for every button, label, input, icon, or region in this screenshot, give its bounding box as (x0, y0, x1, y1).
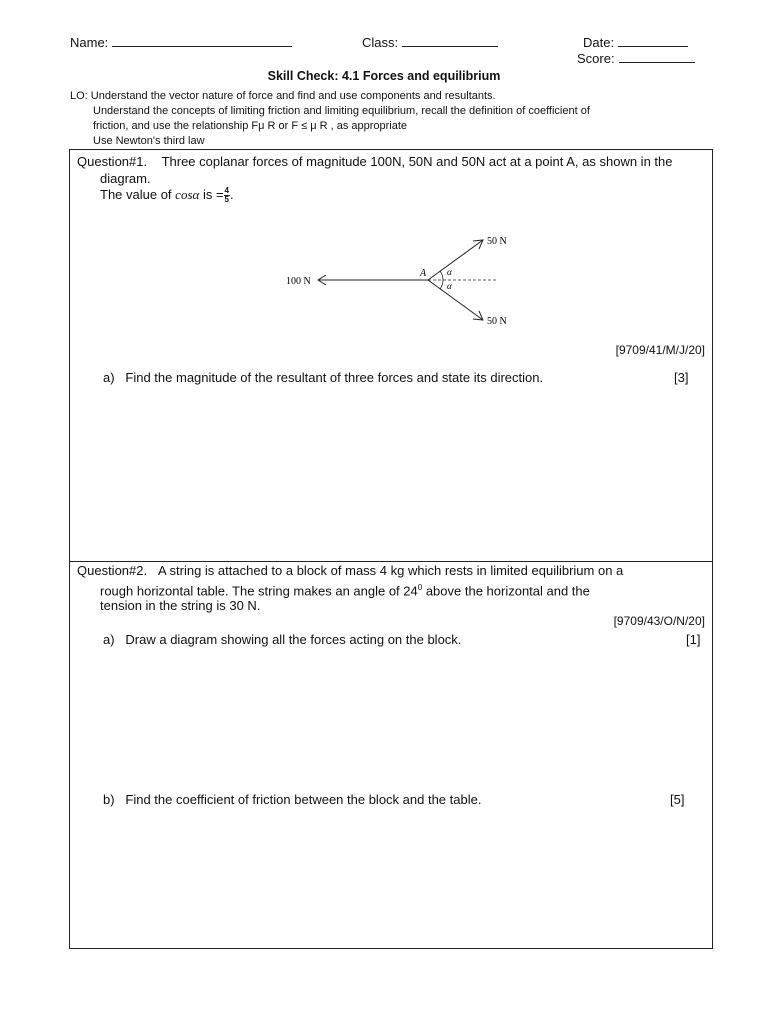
degree-superscript: 0 (417, 583, 423, 592)
part-a-label: a) (103, 370, 115, 385)
question-2-line-3: tension in the string is 30 N. (100, 598, 261, 613)
question-1-line-2: diagram. (100, 171, 151, 186)
lo-line-1: Understand the vector nature of force and find and use components and resultants. (90, 90, 496, 102)
force-50n-upper-line (428, 240, 483, 280)
name-field[interactable] (70, 35, 292, 50)
question-2-text (77, 562, 623, 580)
question-1-label: Question#1. (77, 154, 148, 169)
label-alpha-upper: α (447, 267, 452, 277)
class-field[interactable] (362, 35, 498, 50)
q2-part-b-text: Find the coefficient of friction between the block and the table. (125, 792, 482, 807)
lo-block (70, 89, 590, 149)
question-1-text (77, 153, 673, 171)
cos-denominator: 5 (224, 195, 229, 205)
score-blank[interactable] (619, 51, 695, 63)
label-100n: 100 N (286, 276, 311, 287)
worksheet-title: Skill Check: 4.1 Forces and equilibrium (267, 69, 501, 83)
date-field[interactable] (583, 35, 688, 50)
label-alpha-lower: α (447, 281, 452, 291)
question-2-reference: [9709/43/O/N/20] (613, 614, 705, 628)
angle-arc-upper (440, 271, 443, 280)
angle-arc-lower (440, 280, 443, 289)
class-blank[interactable] (402, 35, 498, 47)
lo-line-4: Use Newton's third law (93, 135, 205, 147)
name-blank[interactable] (112, 35, 292, 47)
date-blank[interactable] (618, 35, 688, 47)
lo-line-2: Understand the concepts of limiting friction and limiting equilibrium, recall the definition of coefficient of (93, 105, 590, 117)
lo-prefix: LO: (70, 90, 88, 102)
question-2-line-2-pre: rough horizontal table. The string makes an angle of 24 (100, 583, 418, 599)
label-point-a: A (420, 268, 427, 279)
q2-part-a-text: Draw a diagram showing all the forces acting on the block. (125, 632, 462, 647)
score-field[interactable] (577, 51, 695, 66)
label-50n-upper: 50 N (487, 236, 507, 247)
q2-part-b-label: b) (103, 792, 115, 807)
question-2-part-a (103, 631, 461, 649)
lo-line-3: friction, and use the relationship Fμ R or F ≤ μ R , as appropriate (93, 120, 408, 132)
question-2-part-a-marks: [1] (686, 632, 701, 647)
question-1-line-1: Three coplanar forces of magnitude 100N, 50N and 50N act at a point A, as shown in the (161, 154, 673, 169)
question-2-part-b (103, 791, 481, 809)
name-label: Name: (70, 35, 109, 50)
part-a-text: Find the magnitude of the resultant of three forces and state its direction. (125, 370, 544, 385)
cos-mid: is = (202, 187, 224, 202)
cos-symbol: cosα (175, 187, 200, 202)
class-label: Class: (362, 35, 399, 50)
question-2-line-2-post: above the horizontal and the (422, 583, 590, 599)
question-2-part-b-marks: [5] (670, 792, 685, 807)
label-50n-lower: 50 N (487, 316, 507, 327)
question-1-part-a-marks: [3] (674, 370, 689, 385)
score-label: Score: (577, 51, 615, 66)
force-50n-lower-line (428, 280, 483, 320)
cos-prefix: The value of (100, 187, 172, 202)
question-1-reference: [9709/41/M/J/20] (615, 343, 705, 357)
force-diagram (270, 225, 530, 335)
cos-numerator: 4 (224, 186, 229, 196)
question-2-label: Question#2. (77, 563, 148, 578)
question-2-line-1: A string is attached to a block of mass 4 kg which rests in limited equilibrium on a (157, 563, 624, 578)
cos-suffix: . (230, 187, 234, 202)
date-label: Date: (583, 35, 615, 50)
q2-part-a-label: a) (103, 632, 115, 647)
question-1-cos-value (100, 186, 234, 204)
question-1-part-a (103, 369, 543, 387)
